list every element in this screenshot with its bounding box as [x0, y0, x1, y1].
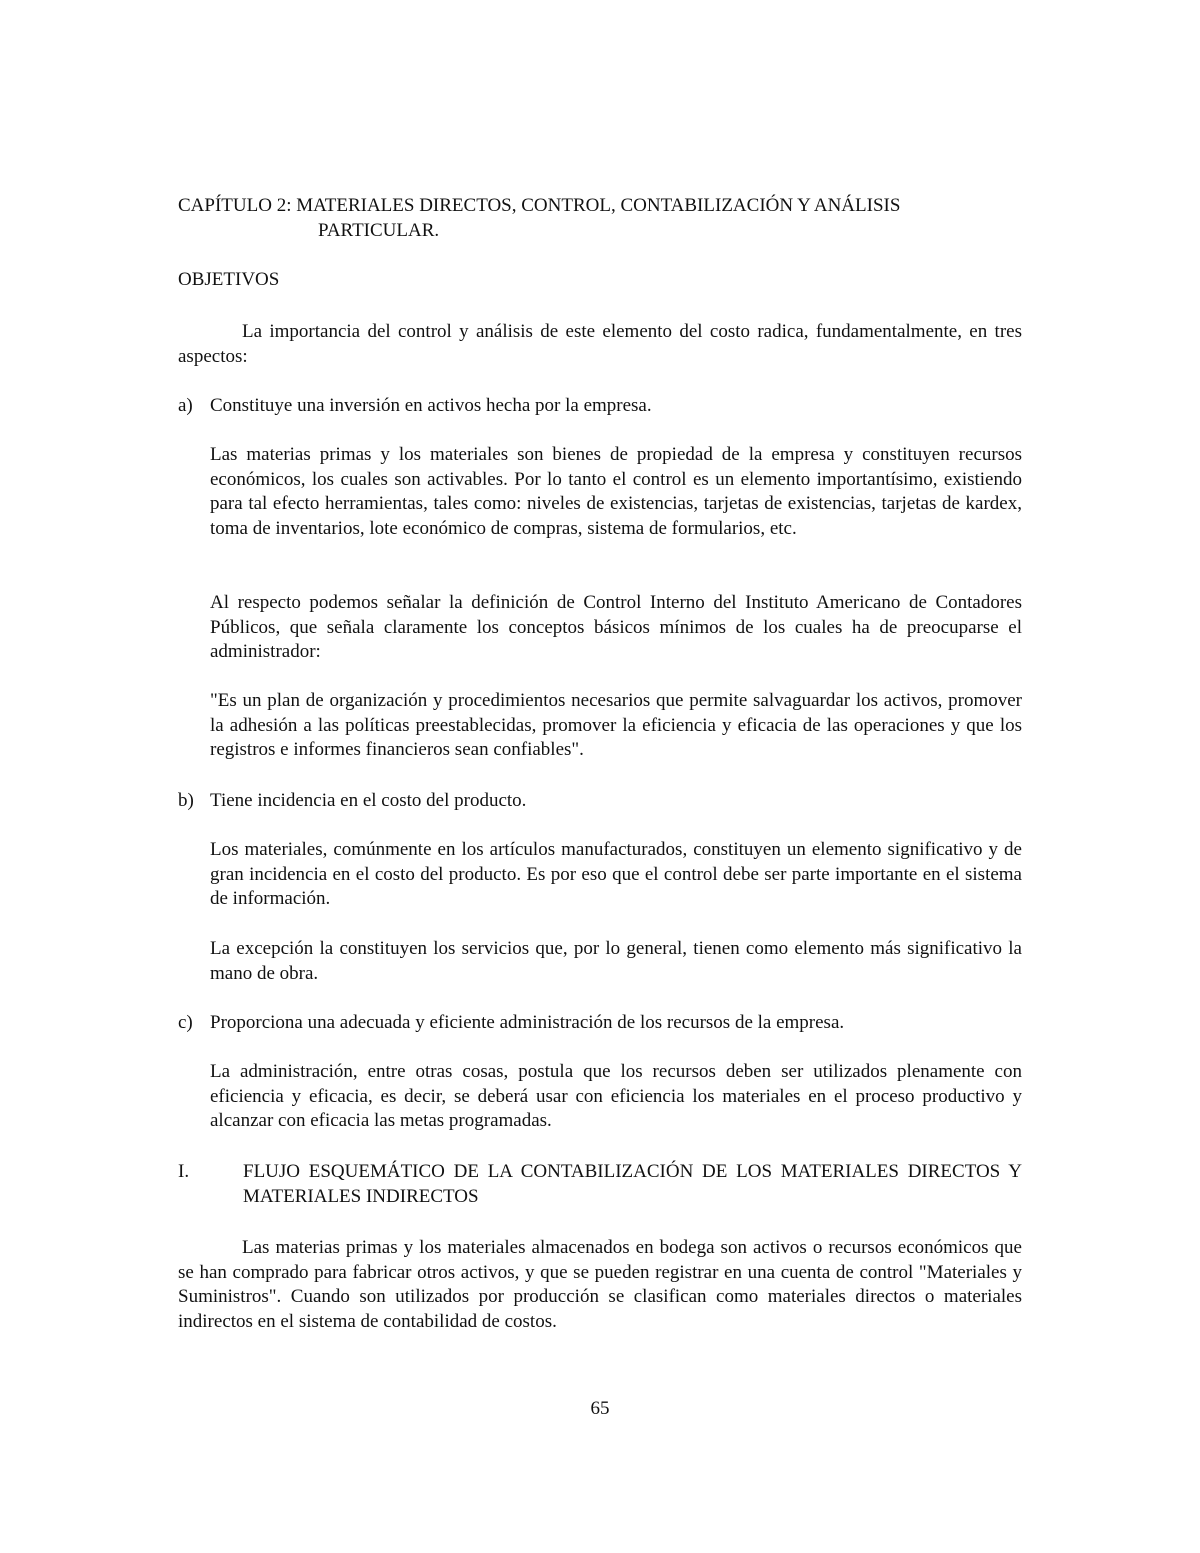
aspect-a-quote: "Es un plan de organización y procedimientos necesarios que permite salvaguardar los activos, promover la adhesión a las políticas preestablecidas, promover la eficiencia y eficacia de las operaciones y que los registros e informes financieros sean confiables". [210, 690, 1022, 760]
section-paragraph: Las materias primas y los materiales almacenados en bodega son activos o recursos económicos que se han comprado para fabricar otros activos, y que se pueden registrar en una cuenta de control "Materiales y Suministros". Cuando son utilizados por producción se clasifican como materiales directos o materiales indirectos en el sistema de contabilidad de costos. [178, 1237, 1022, 1332]
aspect-b-marker: b) [178, 790, 194, 811]
aspect-a-paragraph-1: Las materias primas y los materiales son bienes de propiedad de la empresa y constituyen recursos económicos, los cuales son activables. Por lo tanto el control es un elemento importantísimo, existiendo para tal efecto herramientas, tales como: niveles de existencias, tarjetas de existencias, tarjetas de kardex, toma de inventarios, lote económico de compras, sistema de formularios, etc. [210, 444, 1022, 539]
aspect-b-paragraph-2: La excepción la constituyen los servicios que, por lo general, tienen como elemento más significativo la mano de obra. [210, 938, 1022, 984]
aspect-a-text: Constituye una inversión en activos hecha por la empresa. [210, 395, 652, 416]
section-title: FLUJO ESQUEMÁTICO DE LA CONTABILIZACIÓN DE LOS MATERIALES DIRECTOS Y MATERIALES INDIRECTOS [243, 1161, 1022, 1207]
chapter-title-line-2: PARTICULAR. [318, 219, 440, 241]
section-number: I. [178, 1161, 190, 1182]
aspect-c-paragraph-1: La administración, entre otras cosas, postula que los recursos deben ser utilizados plenamente con eficiencia y eficacia, es decir, se deberá usar con eficiencia los materiales en el proceso productivo y alcanzar con eficacia las metas programadas. [210, 1061, 1022, 1131]
aspect-c-text: Proporciona una adecuada y eficiente administración de los recursos de la empresa. [210, 1012, 845, 1033]
chapter-title [178, 194, 1038, 243]
chapter-title-line-1: CAPÍTULO 2: MATERIALES DIRECTOS, CONTROL, CONTABILIZACIÓN Y ANÁLISIS [178, 195, 901, 216]
aspect-c-marker: c) [178, 1012, 193, 1033]
objetivos-heading: OBJETIVOS [178, 269, 280, 290]
aspect-b-paragraph-1: Los materiales, comúnmente en los artículos manufacturados, constituyen un elemento significativo y de gran incidencia en el costo del producto. Es por eso que el control debe ser parte importante en el sistema de información. [210, 839, 1022, 909]
aspect-a-marker: a) [178, 395, 193, 416]
page-number: 65 [590, 1398, 610, 1419]
intro-paragraph: La importancia del control y análisis de este elemento del costo radica, fundamentalmente, en tres aspectos: [178, 321, 1022, 367]
aspect-a-paragraph-2: Al respecto podemos señalar la definición de Control Interno del Instituto Americano de Contadores Públicos, que señala claramente los conceptos básicos mínimos de los cuales ha de preocuparse el administrador: [210, 592, 1022, 662]
aspect-b-text: Tiene incidencia en el costo del producto. [210, 790, 527, 811]
